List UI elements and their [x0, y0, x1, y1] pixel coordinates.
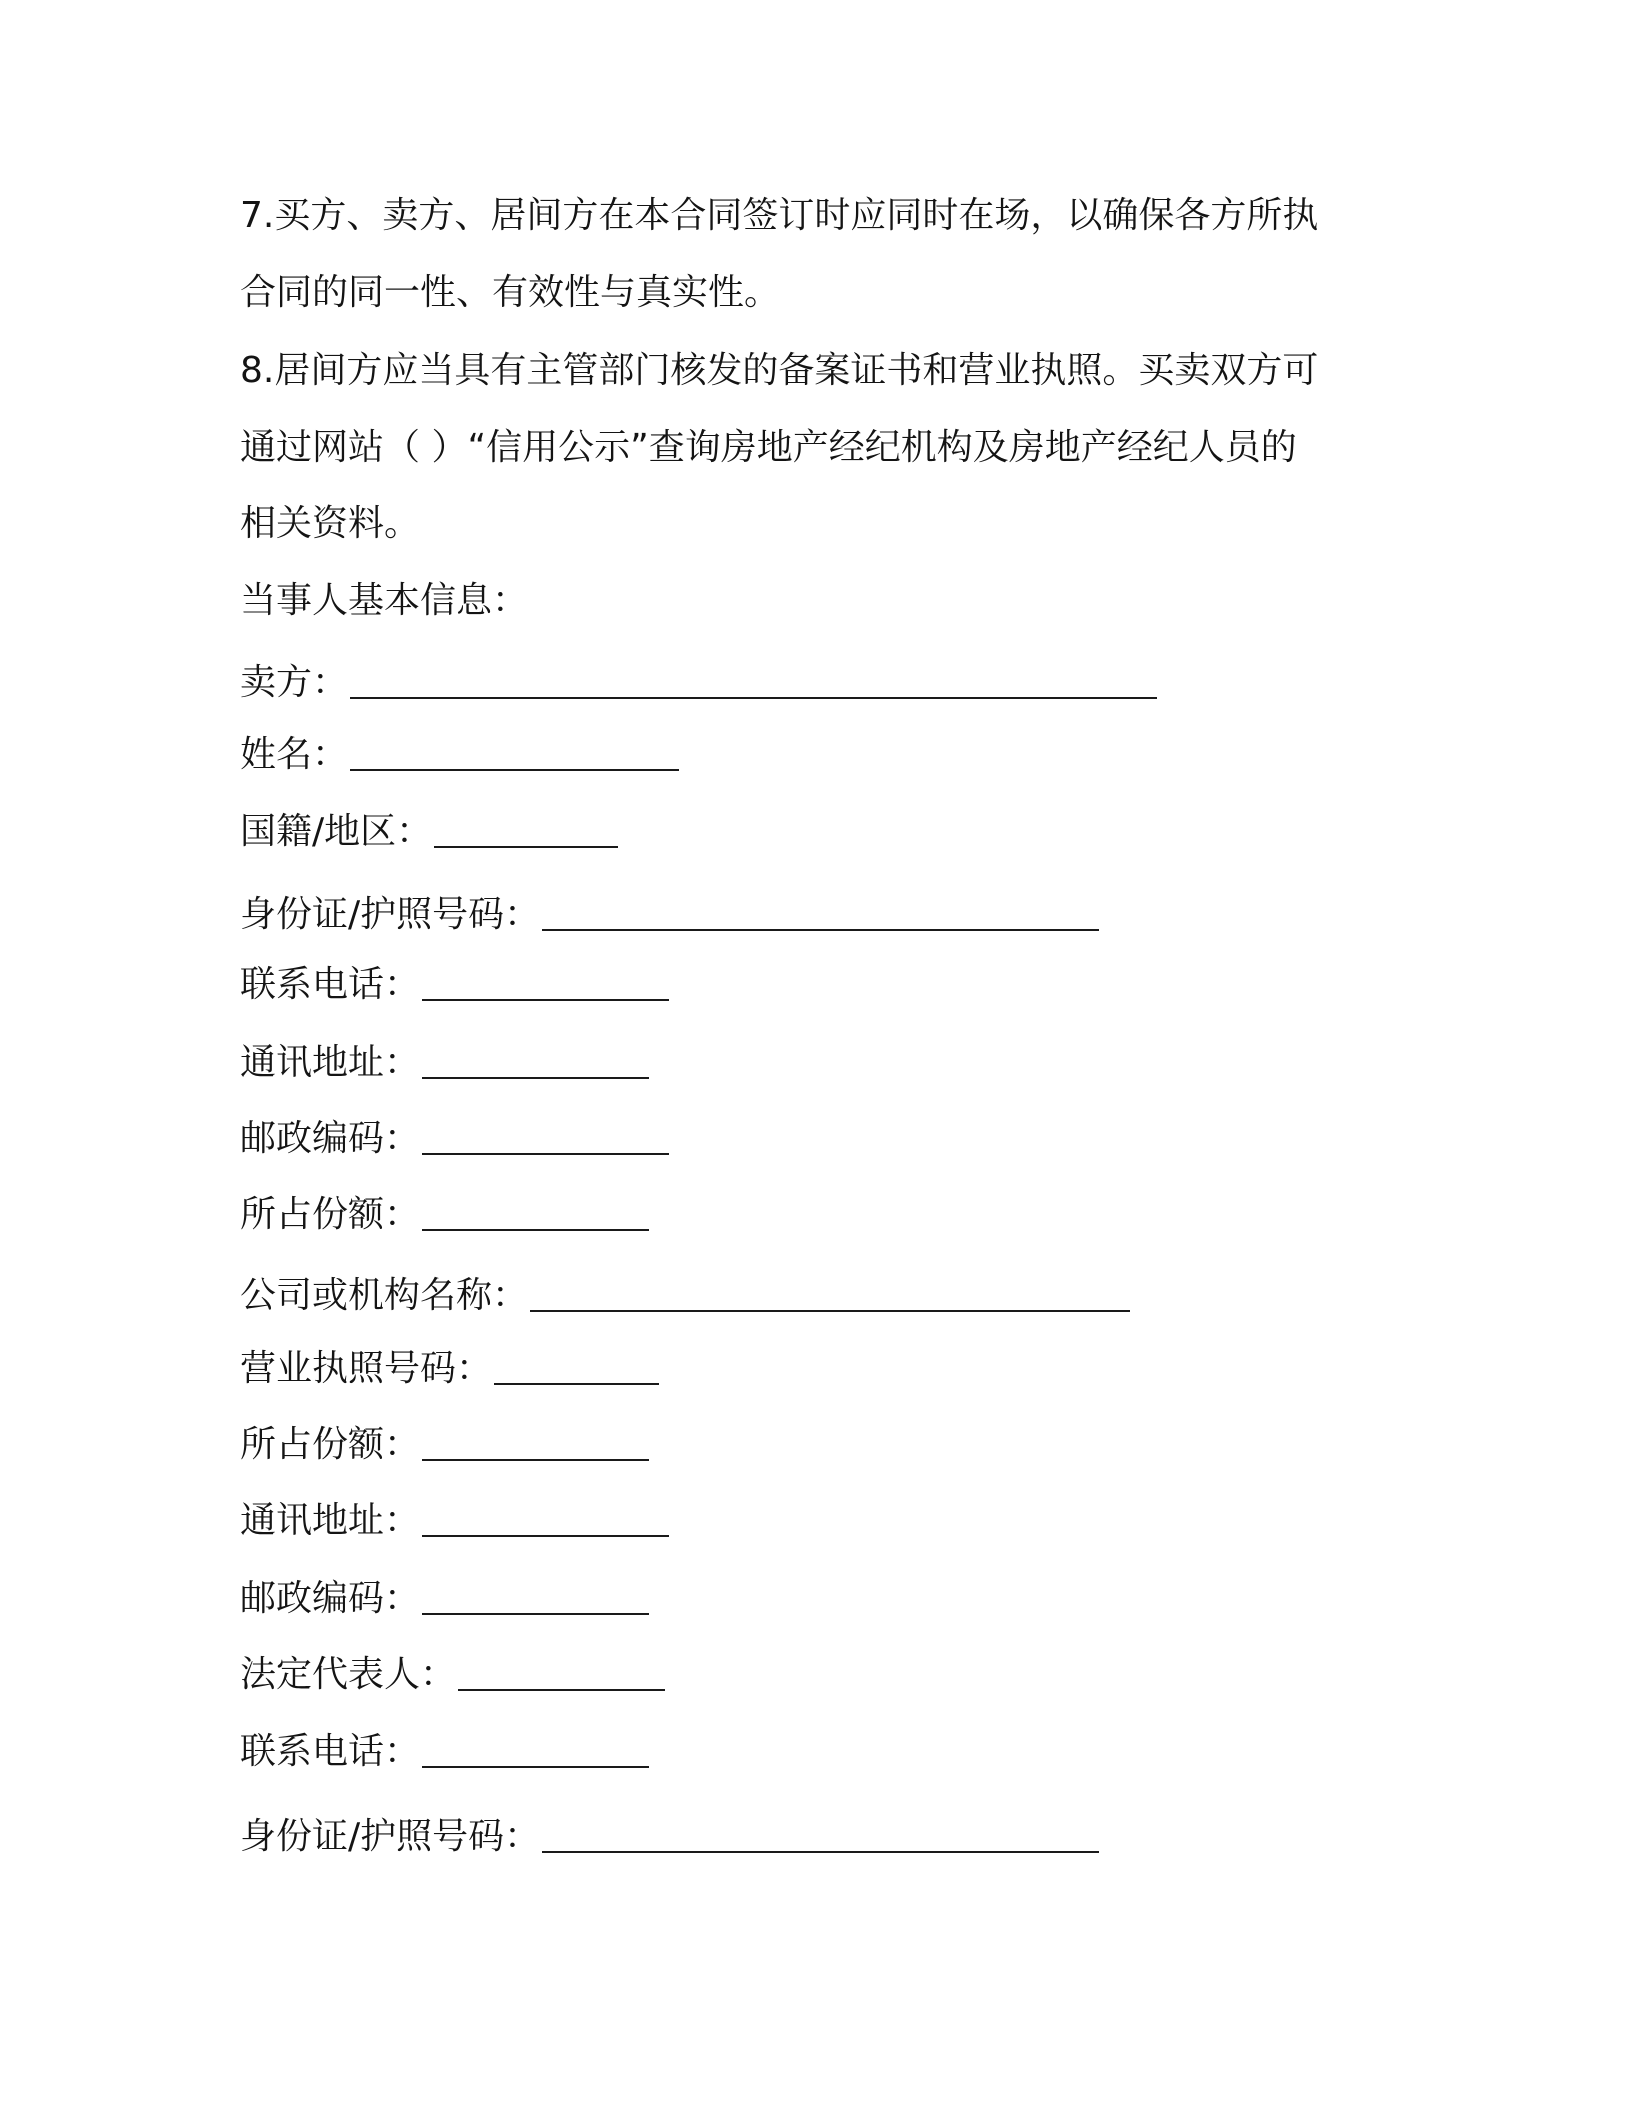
clause-text: 8.居间方应当具有主管部门核发的备案证书和营业执照。买卖双方可	[240, 350, 1319, 391]
field-label: 联系电话：	[240, 964, 421, 1005]
name-field	[240, 731, 679, 779]
field-label: 国籍/地区：	[240, 811, 433, 852]
section-title-text: 当事人基本信息：	[240, 580, 529, 621]
business-license-field	[240, 1345, 659, 1393]
field-label: 联系电话：	[240, 1731, 421, 1772]
blank-line	[530, 1280, 1130, 1312]
seller-field	[240, 659, 1157, 707]
clause-text: 合同的同一性、有效性与真实性。	[240, 272, 781, 313]
postal-code-field	[240, 1115, 669, 1163]
clause-text: 7.买方、卖方、居间方在本合同签订时应同时在场，以确保各方所执	[240, 195, 1319, 236]
clause-7-line-2	[240, 269, 780, 317]
field-label: 邮政编码：	[240, 1118, 421, 1159]
field-label: 法定代表人：	[240, 1654, 457, 1695]
field-label: 邮政编码：	[240, 1578, 421, 1619]
id-number-field	[240, 891, 1099, 939]
blank-line	[434, 816, 618, 848]
clause-8-line-2	[240, 424, 1297, 472]
field-label: 卖方：	[240, 662, 349, 703]
company-share-field	[240, 1421, 649, 1469]
nationality-field	[240, 808, 618, 856]
company-postal-code-field	[240, 1575, 649, 1623]
field-label: 身份证/护照号码：	[240, 894, 541, 935]
blank-line	[542, 899, 1099, 931]
clause-text: 相关资料。	[240, 503, 421, 544]
field-label: 通讯地址：	[240, 1500, 421, 1541]
company-phone-field	[240, 1728, 649, 1776]
field-label: 姓名：	[240, 734, 349, 775]
field-label: 营业执照号码：	[240, 1348, 493, 1389]
blank-line	[422, 1047, 649, 1079]
field-label: 公司或机构名称：	[240, 1275, 529, 1316]
field-label: 通讯地址：	[240, 1042, 421, 1083]
clause-7-line-1	[240, 192, 1318, 240]
address-field	[240, 1039, 649, 1087]
clause-8-line-3	[240, 500, 420, 548]
field-label: 所占份额：	[240, 1194, 421, 1235]
legal-representative-field	[240, 1651, 665, 1699]
share-field	[240, 1191, 649, 1239]
blank-line	[422, 1429, 649, 1461]
blank-line	[422, 1583, 649, 1615]
blank-line	[422, 969, 669, 1001]
blank-line	[422, 1505, 669, 1537]
blank-line	[458, 1659, 665, 1691]
blank-line	[350, 667, 1157, 699]
blank-line	[494, 1353, 659, 1385]
blank-line	[422, 1123, 669, 1155]
company-name-field	[240, 1272, 1130, 1320]
blank-line	[422, 1199, 649, 1231]
phone-field	[240, 961, 669, 1009]
blank-line	[542, 1821, 1099, 1853]
clause-8-line-1	[240, 347, 1318, 395]
clause-text: 通过网站（ ）“信用公示”查询房地产经纪机构及房地产经纪人员的	[240, 427, 1297, 468]
company-address-field	[240, 1497, 669, 1545]
field-label: 所占份额：	[240, 1424, 421, 1465]
field-label: 身份证/护照号码：	[240, 1816, 541, 1857]
blank-line	[422, 1736, 649, 1768]
section-title	[240, 577, 528, 625]
blank-line	[350, 739, 679, 771]
representative-id-field	[240, 1813, 1099, 1861]
